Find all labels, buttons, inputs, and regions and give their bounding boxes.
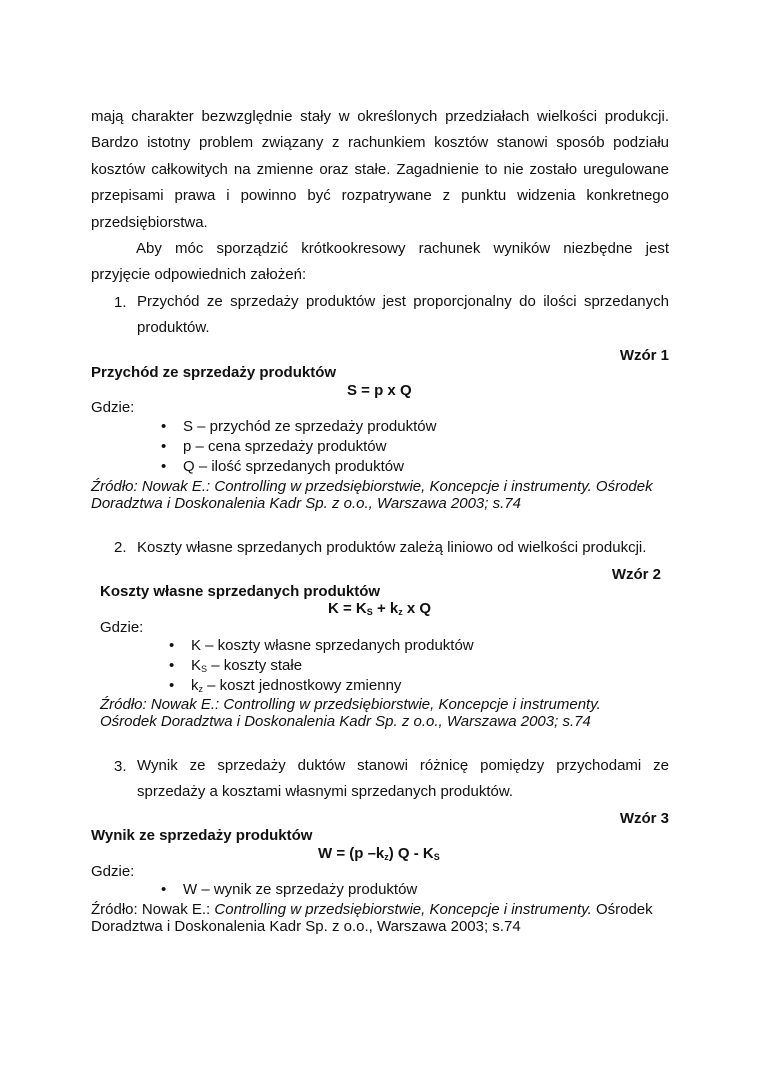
formula-label: Wzór 2: [611, 566, 661, 583]
formula-equation: S = p x Q: [347, 382, 412, 399]
bullet-sub: S: [201, 664, 208, 674]
eq-sub: S: [366, 607, 373, 617]
bullet-main: k: [191, 677, 199, 694]
eq-part: + k: [372, 600, 399, 617]
formula-label: Wzór 3: [619, 810, 669, 827]
text-line: sprzedaży a kosztami własnymi sprzedanych produktów.: [137, 783, 513, 801]
where-label: Gdzie:: [91, 399, 135, 416]
list-number: 2.: [114, 539, 127, 556]
eq-part: x Q: [402, 600, 432, 617]
list-number: 3.: [114, 758, 127, 775]
bullet-rest: – koszty stałe: [207, 657, 303, 674]
bullet-item: [191, 677, 401, 694]
assumptions-paragraph: [91, 236, 669, 289]
bullet-item: • S – przychód ze sprzedaży produktów: [183, 418, 436, 435]
formula-equation: [328, 600, 431, 617]
source-title: Controlling w przedsiębiorstwie, Koncepcje i instrumenty.: [214, 901, 592, 918]
eq-part: W = (p –k: [318, 845, 385, 862]
formula-equation: [318, 845, 440, 862]
list-item-text: Koszty własne sprzedanych produktów zależą liniowo od wielkości produkcji.: [137, 539, 647, 556]
text-line: mają charakter bezwzględnie stały w określonych przedziałach wielkości produkcji.: [91, 108, 669, 125]
where-label: Gdzie:: [91, 863, 135, 880]
text-line: przyjęcie odpowiednich założeń:: [91, 266, 307, 284]
text-line: Przychód ze sprzedaży produktów jest proporcjonalny do ilości sprzedanych: [137, 293, 669, 310]
formula-title: Koszty własne sprzedanych produktów: [100, 583, 381, 600]
intro-paragraph: [91, 104, 669, 236]
text-line: Aby móc sporządzić krótkookresowy rachunek wyników niezbędne jest: [136, 240, 669, 257]
bullet-item: • Q – ilość sprzedanych produktów: [183, 458, 404, 475]
text-line: przedsiębiorstwa.: [91, 213, 208, 231]
source-line: Źródło: Nowak E.: Controlling w przedsiębiorstwie, Koncepcje i instrumenty. Ośrodek: [91, 478, 653, 495]
bullet-item: [191, 657, 302, 674]
source-line: Doradztwa i Doskonalenia Kadr Sp. z o.o., Warszawa 2003; s.74: [91, 918, 521, 935]
eq-part: ) Q - K: [388, 845, 434, 862]
text-line: produktów.: [137, 319, 210, 337]
text-line: Wynik ze sprzedaży duktów stanowi różnicę pomiędzy przychodami ze: [137, 757, 669, 774]
text-line: kosztów całkowitych na zmienne oraz stałe. Zagadnienie to nie zostało uregulowane: [91, 160, 669, 178]
list-number: 1.: [114, 294, 127, 311]
formula-title: Przychód ze sprzedaży produktów: [91, 364, 337, 381]
source-line: Źródło: Nowak E.: Controlling w przedsiębiorstwie, Koncepcje i instrumenty.: [100, 696, 601, 713]
eq-sub: z: [384, 852, 389, 862]
where-label: Gdzie:: [100, 619, 144, 636]
formula-label: Wzór 1: [619, 347, 669, 364]
bullet-item: • K – koszty własne sprzedanych produktów: [191, 637, 474, 654]
text-line: przepisami prawa i powinno być rozpatrywane z punktu widzenia konkretnego: [91, 187, 669, 205]
source-line: [91, 901, 653, 918]
eq-part: K = K: [328, 600, 367, 617]
formula-title: Wynik ze sprzedaży produktów: [91, 827, 313, 844]
list-item: [137, 753, 669, 806]
eq-sub: z: [398, 607, 403, 617]
list-item: [137, 289, 669, 342]
source-line: Doradztwa i Doskonalenia Kadr Sp. z o.o., Warszawa 2003; s.74: [91, 495, 521, 512]
bullet-item: • W – wynik ze sprzedaży produktów: [183, 881, 417, 898]
text-line: Bardzo istotny problem związany z rachunkiem kosztów stanowi sposób podziału: [91, 134, 669, 152]
bullet-sub: z: [198, 684, 203, 694]
bullet-rest: – koszt jednostkowy zmienny: [203, 677, 402, 694]
source-prefix: Źródło: Nowak E.:: [91, 901, 215, 918]
source-suffix: Ośrodek: [591, 901, 653, 918]
source-line: Ośrodek Doradztwa i Doskonalenia Kadr Sp. z o.o., Warszawa 2003; s.74: [100, 713, 591, 730]
bullet-main: K: [191, 657, 202, 674]
eq-sub: S: [433, 852, 440, 862]
bullet-item: • p – cena sprzedaży produktów: [183, 438, 386, 455]
